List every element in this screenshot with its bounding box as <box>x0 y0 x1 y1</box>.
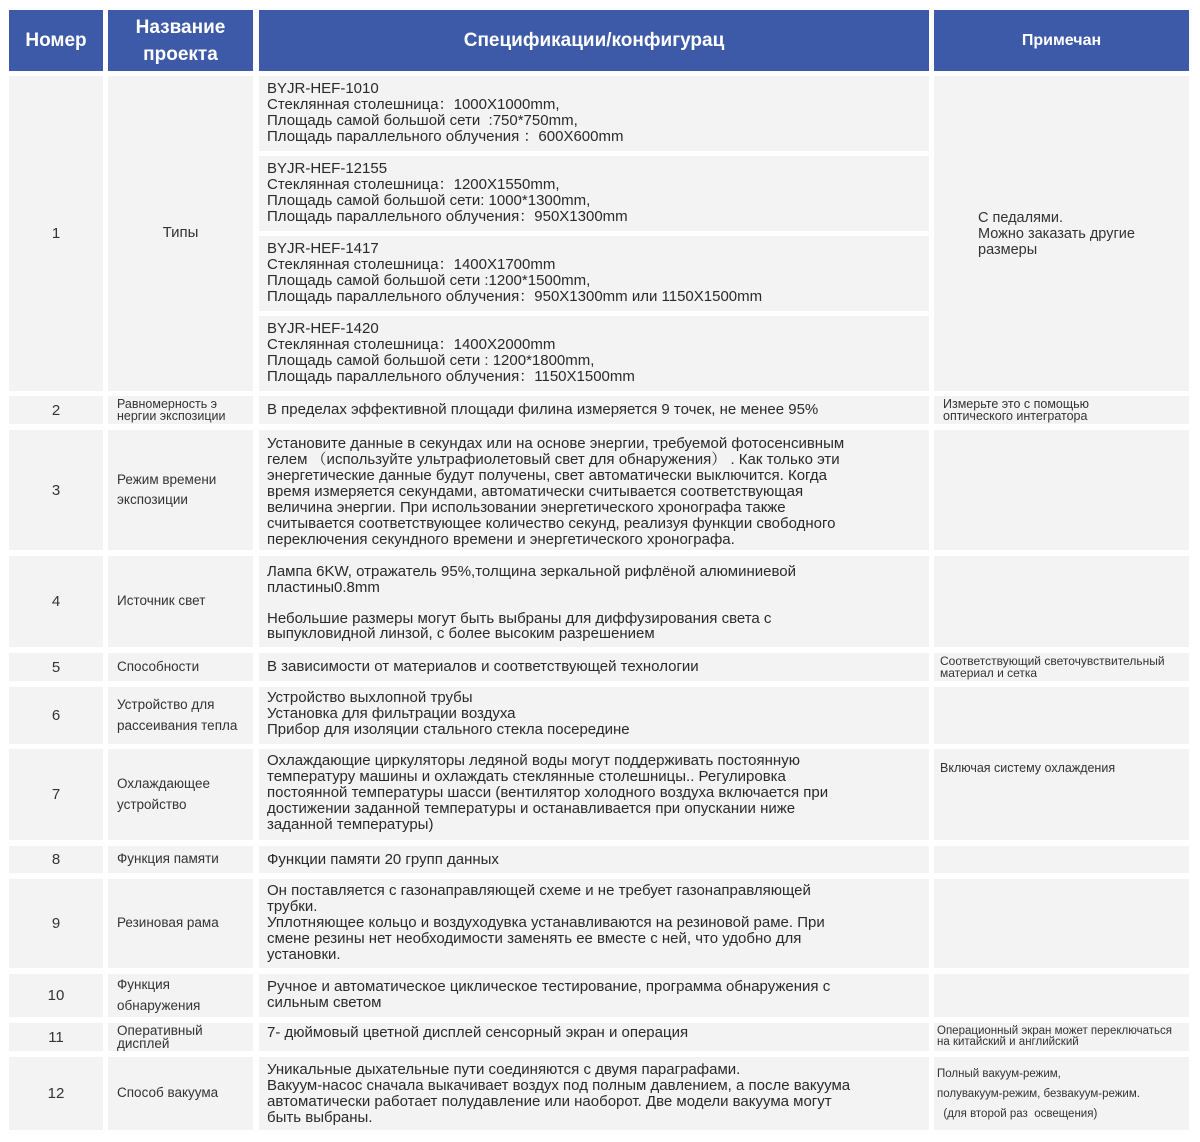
row-2-spec <box>259 396 929 424</box>
spec-text: Он поставляется с газонаправляющей схеме и не требует газонаправляющей трубки. Уплотняющее кольцо и воздуходувка устанавливаются на резиновой раме. При смене резины нет необходимости заменять ее вместе с ней, что удобно для установки. <box>267 882 825 963</box>
row-1-note <box>934 76 1189 391</box>
note-text: Измерьте это с помощью оптического интегратора <box>943 396 1090 423</box>
row-name-text: Режим времени экспозиции <box>117 471 217 507</box>
row-number-text: 4 <box>51 593 61 610</box>
row-6-spec <box>259 687 929 744</box>
row-number-text: 11 <box>48 1028 64 1046</box>
row-11-name <box>108 1023 253 1051</box>
spec-text: В пределах эффективной площади филина измеряется 9 точек, не менее 95% <box>267 401 819 418</box>
spec-text: Установите данные в секундах или на основе энергии, требуемой фотосенсивным гелем （используйте ультрафиолетовый свет для обнаружения） . Как только эти энергетические данные будут получены, свет автоматически выключится. Когда время измеряется секундами, автоматически считывается соответствующая величина энергии. При использовании энергетического хронографа также считывается соответствующее количество секунд, реализуя функции свободного переключения секундного времени и энергетического хронографа. <box>267 435 845 548</box>
note-text: Включая систему охлаждения <box>940 761 1116 775</box>
note-text: Соответствующий светочувствительный материал и сетка <box>940 654 1165 680</box>
spec-text: 7- дюймовый цветной дисплей сенсорный экран и операция <box>267 1024 689 1041</box>
row-number-text: 9 <box>51 915 61 932</box>
row-7-note <box>934 749 1189 840</box>
row-1-spec-1420 <box>259 316 929 391</box>
row-9-note <box>934 879 1189 968</box>
row-11-note <box>934 1023 1189 1051</box>
row-7-number <box>9 749 103 840</box>
spec-text: Устройство выхлопной трубы Установка для фильтрации воздуха Прибор для изоляции стального стекла посередине <box>267 689 630 738</box>
row-4-name <box>108 556 253 647</box>
row-name-text: Способ вакуума <box>117 1085 219 1101</box>
row-6-number <box>9 687 103 744</box>
spec-text: Охлаждающие циркуляторы ледяной воды могут поддерживать постоянную температуру машины и охлаждать стеклянные столешницы.. Регулировка постоянной температуры шасси (вентилятор холодного воздуха включается при достижении заданной температуры и останавливается при опускании ниже заданной температуры) <box>267 752 829 833</box>
row-2-note <box>934 396 1189 424</box>
row-3-number <box>9 430 103 550</box>
row-7-name <box>108 749 253 840</box>
spec-text: Лампа 6KW, отражатель 95%,толщина зеркальной рифлёной алюминиевой пластины0.8mm Небольшие размеры могут быть выбраны для диффузирования света с выпукловидной линзой, с более высоким разрешением <box>267 563 796 642</box>
row-7-spec <box>259 749 929 840</box>
row-number-text: 8 <box>51 851 61 868</box>
spec-text: В зависимости от материалов и соответствующей технологии <box>267 658 699 675</box>
header-note-label: Примечан <box>1021 31 1102 49</box>
row-name-text: Функция памяти <box>117 851 219 867</box>
row-10-note <box>934 974 1189 1017</box>
row-8-name <box>108 846 253 873</box>
row-2-name <box>108 396 253 424</box>
row-5-note <box>934 653 1189 681</box>
row-2-number <box>9 396 103 424</box>
row-number-text: 10 <box>47 987 65 1004</box>
row-5-number <box>9 653 103 681</box>
row-9-number <box>9 879 103 968</box>
row-4-spec <box>259 556 929 647</box>
row-1-spec-12155 <box>259 156 929 231</box>
header-spec <box>259 10 929 71</box>
row-3-name <box>108 430 253 550</box>
spec-text: Ручное и автоматическое циклическое тестирование, программа обнаружения с сильным светом <box>267 978 831 1011</box>
row-1-spec-1010 <box>259 76 929 151</box>
header-name <box>108 10 253 71</box>
row-5-spec <box>259 653 929 681</box>
row-number-text: 12 <box>47 1085 65 1102</box>
row-name-text: Типы <box>162 224 199 242</box>
row-name-text: Устройство для рассеивания тепла <box>117 697 238 733</box>
row-12-number <box>9 1057 103 1130</box>
spec-text: BYJR-HEF-1420 Стеклянная столешница：1400X2000mm Площадь самой большой сети : 1200*1800mm, Площадь параллельного облучения：1150X1500mm <box>267 320 635 385</box>
row-number-text: 3 <box>51 481 61 499</box>
header-number <box>9 10 103 71</box>
note-text: Операционный экран может переключаться на китайский и английский <box>937 1024 1172 1048</box>
row-number-text: 6 <box>51 707 61 724</box>
row-number-text: 5 <box>51 658 61 676</box>
spec-text: Функции памяти 20 групп данных <box>267 850 499 868</box>
row-name-text: Равномерность э нергии экспозиции <box>117 396 226 423</box>
spec-text: Уникальные дыхательные пути соединяются с двумя параграфами. Вакуум-насос сначала выкачивает воздух под полным давлением, а после вакуума автоматически работает полудавление или наоборот. Две модели вакуума могут быть выбраны. <box>267 1061 851 1126</box>
row-6-note <box>934 687 1189 744</box>
row-name-text: Охлаждающее устройство <box>117 776 210 812</box>
row-number-text: 2 <box>51 401 61 419</box>
row-10-name <box>108 974 253 1017</box>
spec-text: BYJR-HEF-12155 Стеклянная столешница：1200X1550mm, Площадь самой большой сети: 1000*1300mm, Площадь параллельного облучения：950X1300mm <box>267 160 628 225</box>
row-name-text: Функция обнаружения <box>117 977 201 1013</box>
row-11-number <box>9 1023 103 1051</box>
row-name-text: Источник свет <box>117 593 206 609</box>
note-text: С педалями. Можно заказать другие размеры <box>978 209 1135 258</box>
row-name-text: Оперативный дисплей <box>117 1023 203 1051</box>
row-9-spec <box>259 879 929 968</box>
row-4-note <box>934 556 1189 647</box>
row-12-name <box>108 1057 253 1130</box>
header-name-label: Название проекта <box>135 16 226 65</box>
header-number-label: Номер <box>25 29 87 51</box>
row-12-spec <box>259 1057 929 1130</box>
row-number-text: 1 <box>51 225 61 242</box>
row-3-spec <box>259 430 929 550</box>
row-5-name <box>108 653 253 681</box>
row-11-spec <box>259 1023 929 1051</box>
row-6-name <box>108 687 253 744</box>
row-10-spec <box>259 974 929 1017</box>
row-number-text: 7 <box>51 786 61 803</box>
row-3-note <box>934 430 1189 550</box>
row-4-number <box>9 556 103 647</box>
row-8-number <box>9 846 103 873</box>
spec-text: BYJR-HEF-1010 Стеклянная столешница：1000X1000mm, Площадь самой большой сети :750*750mm, Площадь параллельного облучения ：600X600mm <box>267 80 624 145</box>
row-10-number <box>9 974 103 1017</box>
row-1-spec-1417 <box>259 236 929 311</box>
row-name-text: Резиновая рама <box>117 915 219 931</box>
row-8-note <box>934 846 1189 873</box>
header-spec-label: Спецификации/конфигурац <box>463 29 725 51</box>
row-name-text: Способности <box>117 658 200 674</box>
row-1-name <box>108 76 253 391</box>
row-12-note <box>934 1057 1189 1130</box>
note-text: Полный вакуум-режим, полувакуум-режим, безвакуум-режим. (для второй раз освещения) <box>937 1067 1140 1120</box>
spec-text: BYJR-HEF-1417 Стеклянная столешница：1400X1700mm Площадь самой большой сети :1200*1500mm, Площадь параллельного облучения：950X1300mm или 1150X1500mm <box>267 240 763 305</box>
row-1-number <box>9 76 103 391</box>
row-9-name <box>108 879 253 968</box>
header-note <box>934 10 1189 71</box>
row-8-spec <box>259 846 929 873</box>
